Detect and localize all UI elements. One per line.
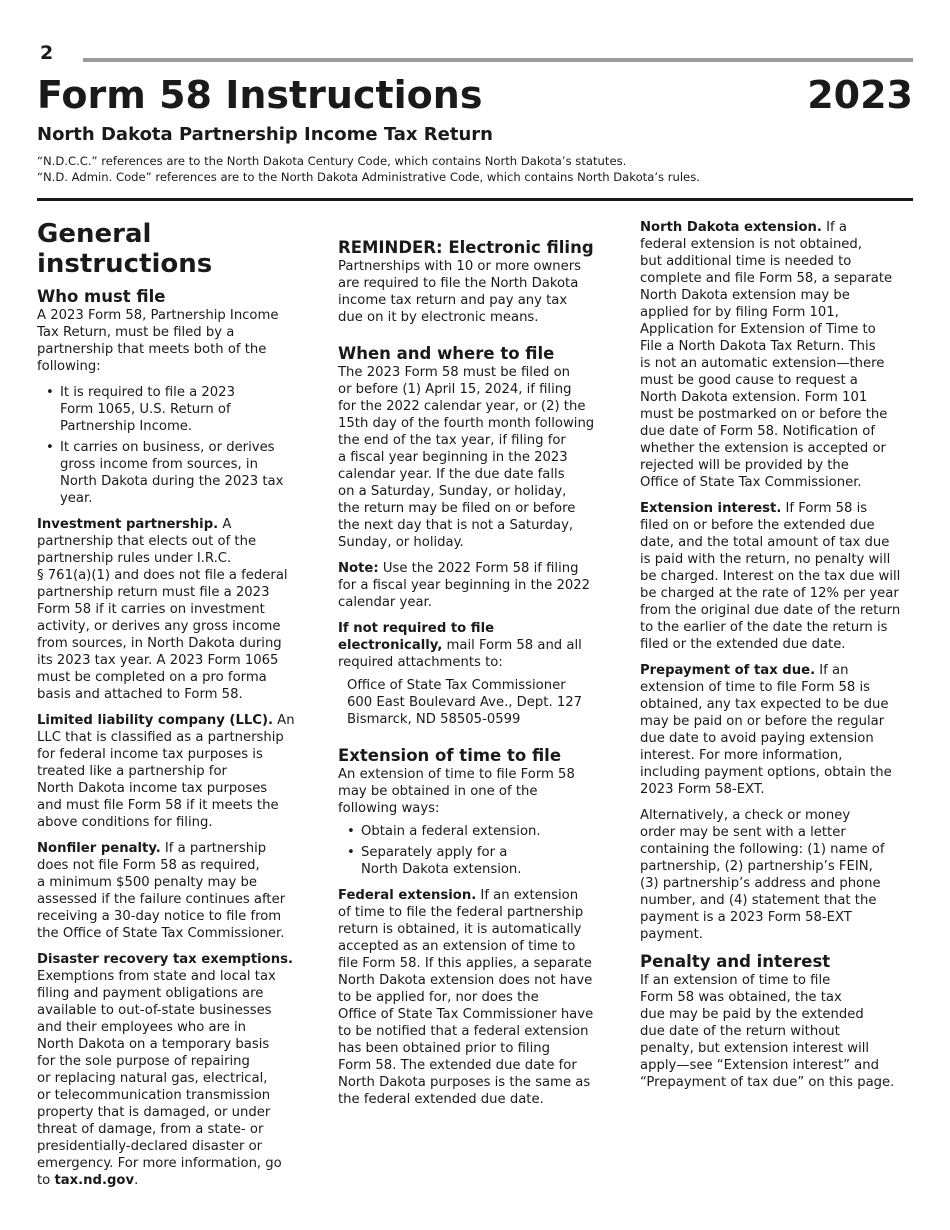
who-must-file-heading: Who must file <box>37 287 166 306</box>
text-line: property that is damaged, or under <box>37 1105 271 1120</box>
bullet-icon: • <box>347 824 355 839</box>
text-line: payment. <box>640 927 703 942</box>
text-line: complete and file Form 58, a separate <box>640 271 893 286</box>
text-line: obtained, any tax expected to be due <box>640 697 889 712</box>
text-line: may be obtained in one of the <box>338 784 538 799</box>
extension-heading: Extension of time to file <box>338 746 562 765</box>
text-line: due date to avoid paying extension <box>640 731 874 746</box>
penalty-interest-text <box>640 972 922 1091</box>
text-line: Partnerships with 10 or more owners <box>338 259 582 274</box>
text-line: LLC that is classified as a partnership <box>37 730 284 745</box>
text-line: accepted as an extension of time to <box>338 939 576 954</box>
text-line: the next day that is not a Saturday, <box>338 518 574 533</box>
text-line: the Office of State Tax Commissioner. <box>37 926 285 941</box>
text-line: Form 58. The extended due date for <box>338 1058 577 1073</box>
text-line: North Dakota on a temporary basis <box>37 1037 270 1052</box>
text-line: partnership that meets both of the <box>37 342 267 357</box>
text-line: whether the extension is accepted or <box>640 441 886 456</box>
text-line: a minimum $500 penalty may be <box>37 875 257 890</box>
text-line: threat of damage, from a state- or <box>37 1122 264 1137</box>
text-line: are required to file the North Dakota <box>338 276 579 291</box>
text-line: be charged. Interest on the tax due will <box>640 569 901 584</box>
text-line: for the 2022 calendar year, or (2) the <box>338 399 586 414</box>
text-line: on a Saturday, Sunday, or holiday, <box>338 484 567 499</box>
text-line: presidentially-declared disaster or <box>37 1139 263 1154</box>
text-line: filing and payment obligations are <box>37 986 264 1001</box>
text-line: may be paid on or before the regular <box>640 714 885 729</box>
text-line: does not file Form 58 as required, <box>37 858 260 873</box>
general-instructions-heading: General instructions <box>37 219 213 279</box>
text-line: Sunday, or holiday. <box>338 535 464 550</box>
text-line: due date of Form 58. Notification of <box>640 424 876 439</box>
investment-partnership-para: Investment partnership. A partnership that elects out of the partnership rules under I.R.C. § 761(a)(1) and does not file a federal partnership return must file a 2023 Form 58 if it carries on investment activity, or derives any gross income from sources, in North Dakota during its 2023 tax year. A 2023 Form 1065 must be completed on a pro forma basis and attached to Form 58. <box>37 516 319 703</box>
tax-website-link[interactable]: tax.nd.gov <box>54 1173 135 1188</box>
text-line: partnership that elects out of the <box>37 534 257 549</box>
text-line: and must file Form 58 if it meets the <box>37 798 279 813</box>
text-line: or before (1) April 15, 2024, if filing <box>338 382 572 397</box>
column-2 <box>338 238 620 1117</box>
bullet-line: Partnership Income. <box>60 419 193 434</box>
bullet-line: gross income from sources, in <box>60 457 258 472</box>
text-line: North Dakota extension may be <box>640 288 850 303</box>
bullet-line: year. <box>60 491 93 506</box>
mailing-address <box>338 677 620 728</box>
text-line: A 2023 Form 58, Partnership Income <box>37 308 279 323</box>
who-must-file-bullets <box>37 384 319 507</box>
text-line: 2023 Form 58-EXT. <box>640 782 765 797</box>
bullet-line: North Dakota during the 2023 tax <box>60 474 284 489</box>
text-line: required attachments to: <box>338 655 503 670</box>
text-line: The 2023 Form 58 must be filed on <box>338 365 571 380</box>
text-line: Alternatively, a check or money <box>640 808 851 823</box>
text-line: its 2023 tax year. A 2023 Form 1065 <box>37 653 279 668</box>
page-subtitle: North Dakota Partnership Income Tax Return <box>37 124 493 145</box>
text-line: partnership rules under I.R.C. <box>37 551 232 566</box>
text-line: but additional time is needed to <box>640 254 852 269</box>
text-line: the return may be filed on or before <box>338 501 576 516</box>
text-line: rejected will be provided by the <box>640 458 849 473</box>
text-line: to be notified that a federal extension <box>338 1024 589 1039</box>
text-line: applied for by filing Form 101, <box>640 305 839 320</box>
bullet-item <box>338 823 620 840</box>
text-line: Tax Return, must be filed by a <box>37 325 235 340</box>
reference-notes <box>37 154 700 185</box>
text-line: including payment options, obtain the <box>640 765 892 780</box>
text-line: or replacing natural gas, electrical, <box>37 1071 268 1086</box>
text-line: for the sole purpose of repairing <box>37 1054 250 1069</box>
text-line: filed on or before the extended due <box>640 518 875 533</box>
bullet-icon: • <box>46 440 54 455</box>
text-line: due on it by electronic means. <box>338 310 539 325</box>
note-para: Note: Use the 2022 Form 58 if filing for a fiscal year beginning in the 2022 calendar year. <box>338 560 620 611</box>
nd-extension-para: North Dakota extension. If a federal extension is not obtained, but additional time is needed to complete and file Form 58, a separate North Dakota extension may be applied for by filing Form 101, Application for Extension of Time to File a North Dakota Tax Return. This is not an automatic extension—there must be good cause to request a North Dakota extension. Form 101 must be postmarked on or before the due date of Form 58. Notification of whether the extension is accepted or rejected will be provided by the Office of State Tax Commissioner. <box>640 219 922 491</box>
note-line: “N.D.C.C.” references are to the North Dakota Century Code, which contains North Dakota’s statutes. <box>37 154 627 168</box>
text-line: file Form 58. If this applies, a separate <box>338 956 592 971</box>
text-line: the end of the tax year, if filing for <box>338 433 566 448</box>
note-line: “N.D. Admin. Code” references are to the North Dakota Administrative Code, which contains North Dakota’s rules. <box>37 169 700 184</box>
text-line: or telecommunication transmission <box>37 1088 271 1103</box>
bullet-line: Form 1065, U.S. Return of <box>60 402 231 417</box>
text-line: activity, or derives any gross income <box>37 619 281 634</box>
text-line: order may be sent with a letter <box>640 825 846 840</box>
text-line: from the original due date of the return <box>640 603 901 618</box>
text-line: Office of State Tax Commissioner <box>347 678 566 693</box>
text-line: Bismarck, ND 58505-0599 <box>347 712 521 727</box>
when-where-heading: When and where to file <box>338 344 555 363</box>
text-line: to the earlier of the date the return is <box>640 620 888 635</box>
bullet-line: Separately apply for a <box>361 845 508 860</box>
text-line: must be completed on a pro forma <box>37 670 267 685</box>
alternatively-para <box>640 807 922 943</box>
column-1 <box>37 219 319 1198</box>
extension-bullets <box>338 823 620 878</box>
text-line: and their employees who are in <box>37 1020 247 1035</box>
text-line: North Dakota purposes is the same as <box>338 1075 591 1090</box>
prepayment-para: Prepayment of tax due. If an extension of time to file Form 58 is obtained, any tax expected to be due may be paid on or before the regular due date to avoid paying extension interest. For more information, including payment options, obtain the 2023 Form 58-EXT. <box>640 662 922 798</box>
bullet-item <box>37 439 319 507</box>
text-line: North Dakota extension. Form 101 <box>640 390 868 405</box>
text-line: 600 East Boulevard Ave., Dept. 127 <box>347 695 583 710</box>
penalty-interest-heading: Penalty and interest <box>640 952 831 971</box>
text-line: basis and attached to Form 58. <box>37 687 243 702</box>
text-line: income tax return and pay any tax <box>338 293 568 308</box>
text-line: is not an automatic extension—there <box>640 356 885 371</box>
bullet-icon: • <box>46 385 54 400</box>
text-line: above conditions for filing. <box>37 815 213 830</box>
text-line: Office of State Tax Commissioner. <box>640 475 862 490</box>
text-line: from sources, in North Dakota during <box>37 636 282 651</box>
text-line: partnership return must file a 2023 <box>37 585 270 600</box>
bullet-item <box>338 844 620 878</box>
who-must-file-text <box>37 307 319 375</box>
text-line: File a North Dakota Tax Return. This <box>640 339 876 354</box>
text-line: due may be paid by the extended <box>640 1007 864 1022</box>
text-line: to be applied for, nor does the <box>338 990 539 1005</box>
column-3 <box>640 219 922 1100</box>
text-line: number, and (4) statement that the <box>640 893 877 908</box>
text-line: filed or the extended due date. <box>640 637 846 652</box>
bullet-line: It carries on business, or derives <box>60 440 275 455</box>
text-line: 15th day of the fourth month following <box>338 416 595 431</box>
text-line: payment is a 2023 Form 58-EXT <box>640 910 852 925</box>
bullet-line: North Dakota extension. <box>361 862 522 877</box>
extension-text <box>338 766 620 817</box>
text-line: § 761(a)(1) and does not file a federal <box>37 568 288 583</box>
text-line: the federal extended due date. <box>338 1092 544 1107</box>
top-divider <box>83 58 913 62</box>
header-divider <box>37 198 913 201</box>
llc-para: Limited liability company (LLC). An LLC that is classified as a partnership for federal income tax purposes is treated like a partnership for North Dakota income tax purposes and must file Form 58 if it meets the above conditions for filing. <box>37 712 319 831</box>
text-line: treated like a partnership for <box>37 764 227 779</box>
text-line: must be postmarked on or before the <box>640 407 888 422</box>
nonfiler-penalty-para: Nonfiler penalty. If a partnership does not file Form 58 as required, a minimum $500 penalty may be assessed if the failure continues after receiving a 30-day notice to file from the Office of State Tax Commissioner. <box>37 840 319 942</box>
text-line: Office of State Tax Commissioner have <box>338 1007 594 1022</box>
extension-interest-para: Extension interest. If Form 58 is filed on or before the extended due date, and the total amount of tax due is paid with the return, no penalty will be charged. Interest on the tax due will be charged at the rate of 12% per year from the original due date of the return to the earlier of the date the return is filed or the extended due date. <box>640 500 922 653</box>
text-line: calendar year. <box>338 595 432 610</box>
text-line: a fiscal year beginning in the 2023 <box>338 450 568 465</box>
page-number: 2 <box>40 42 54 64</box>
text-line: If an extension of time to file <box>640 973 831 988</box>
text-line: Form 58 if it carries on investment <box>37 602 265 617</box>
text-line: containing the following: (1) name of <box>640 842 885 857</box>
text-line: must be good cause to request a <box>640 373 858 388</box>
text-line: has been obtained prior to filing <box>338 1041 550 1056</box>
text-line: following ways: <box>338 801 440 816</box>
reminder-text <box>338 258 620 326</box>
text-line: Exemptions from state and local tax <box>37 969 276 984</box>
text-line: apply—see “Extension interest” and <box>640 1058 879 1073</box>
bullet-icon: • <box>347 845 355 860</box>
text-line: return is obtained, it is automatically <box>338 922 582 937</box>
text-line: calendar year. If the due date falls <box>338 467 565 482</box>
text-line: Application for Extension of Time to <box>640 322 876 337</box>
text-line: of time to file the federal partnership <box>338 905 584 920</box>
text-line: North Dakota income tax purposes <box>37 781 268 796</box>
text-line: be charged at the rate of 12% per year <box>640 586 899 601</box>
text-line: date, and the total amount of tax due <box>640 535 890 550</box>
text-line: emergency. For more information, go <box>37 1156 282 1171</box>
bullet-line: Obtain a federal extension. <box>361 824 541 839</box>
federal-extension-para: Federal extension. If an extension of time to file the federal partnership return is obtained, it is automatically accepted as an extension of time to file Form 58. If this applies, a separate North Dakota extension does not have to be applied for, nor does the Office of State Tax Commissioner have to be notified that a federal extension has been obtained prior to filing Form 58. The extended due date for North Dakota purposes is the same as the federal extended due date. <box>338 887 620 1108</box>
text-line: federal extension is not obtained, <box>640 237 862 252</box>
when-where-text <box>338 364 620 551</box>
reminder-heading: REMINDER: Electronic filing <box>338 238 594 257</box>
text-line: partnership, (2) partnership’s FEIN, <box>640 859 873 874</box>
text-line: is paid with the return, no penalty will <box>640 552 891 567</box>
not-required-para: If not required to file electronically, mail Form 58 and all required attachments to: <box>338 620 620 671</box>
page-title: Form 58 Instructions <box>37 73 483 117</box>
text-line: assessed if the failure continues after <box>37 892 286 907</box>
text-line: for a fiscal year beginning in the 2022 <box>338 578 591 593</box>
text-line: An extension of time to file Form 58 <box>338 767 575 782</box>
text-line: (3) partnership’s address and phone <box>640 876 881 891</box>
text-line: following: <box>37 359 101 374</box>
text-line: “Prepayment of tax due” on this page. <box>640 1075 895 1090</box>
text-line: for federal income tax purposes is <box>37 747 263 762</box>
disaster-recovery-para: Disaster recovery tax exemptions. Exemptions from state and local tax filing and payment obligations are available to out-of-state businesses and their employees who are in North Dakota on a temporary basis for the sole purpose of repairing or replacing natural gas, electrical, or telecommunication transmission property that is damaged, or under threat of damage, from a state- or presidentially-declared disaster or emergency. For more information, go to tax.nd.gov. <box>37 951 319 1189</box>
bullet-line: It is required to file a 2023 <box>60 385 235 400</box>
text-line: interest. For more information, <box>640 748 843 763</box>
text-line: Form 58 was obtained, the tax <box>640 990 842 1005</box>
text-line: receiving a 30-day notice to file from <box>37 909 282 924</box>
bullet-item <box>37 384 319 435</box>
text-line: available to out-of-state businesses <box>37 1003 272 1018</box>
text-line: due date of the return without <box>640 1024 840 1039</box>
form-year: 2023 <box>807 73 913 117</box>
text-line: extension of time to file Form 58 is <box>640 680 870 695</box>
text-line: penalty, but extension interest will <box>640 1041 870 1056</box>
text-line: North Dakota extension does not have <box>338 973 593 988</box>
